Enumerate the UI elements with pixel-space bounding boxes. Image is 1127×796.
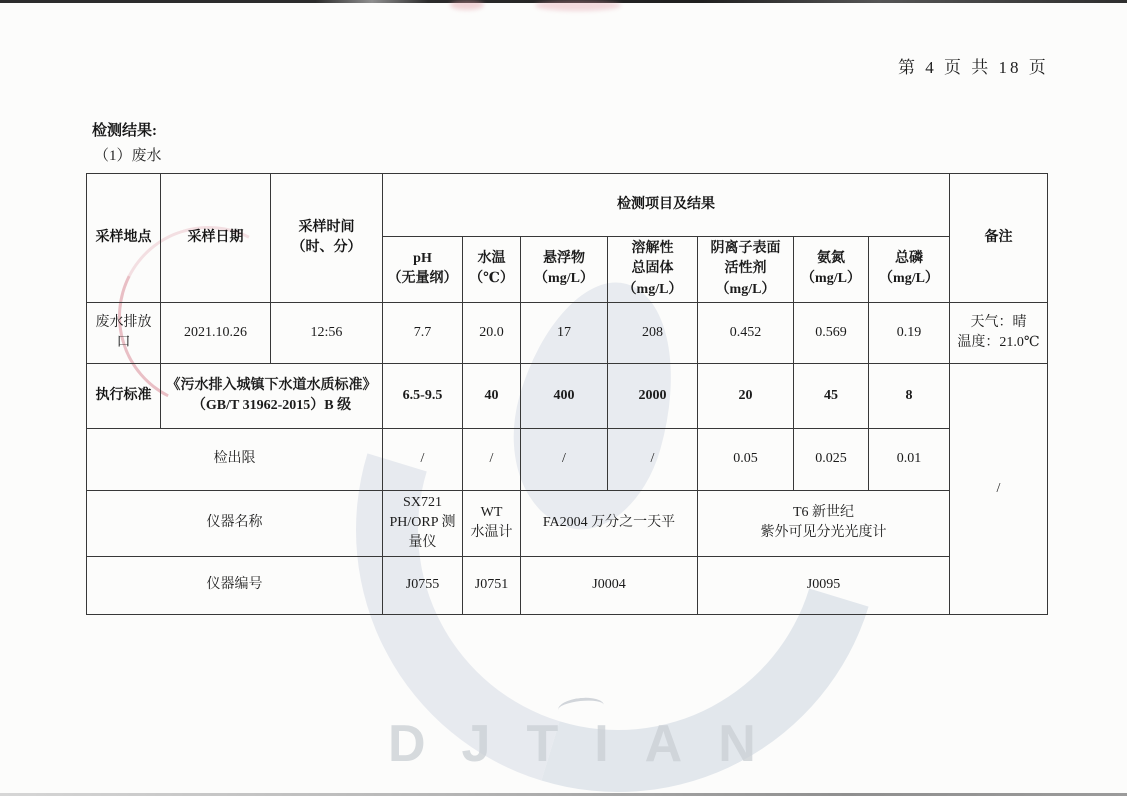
cell-sample-date <box>161 302 271 363</box>
cell-dl-total-phosphorus <box>869 428 950 490</box>
cell-text: 2021.10.26 <box>184 324 247 340</box>
cell-text: 0.19 <box>896 324 922 340</box>
param-line: 阴离子表面 <box>710 241 781 256</box>
cell-dl-anionic-surfactant <box>698 428 794 490</box>
instrument-number-row <box>87 556 1048 614</box>
cell-text: 0.569 <box>815 324 847 340</box>
cell-dl-water-temp <box>463 428 521 490</box>
cell-dissolved-solids-value <box>608 302 698 363</box>
header-cell-remark <box>950 174 1048 303</box>
cell-dl-dissolved-solids <box>608 428 698 490</box>
results-table <box>86 173 1048 615</box>
cell-text: 7.7 <box>413 324 432 340</box>
cell-text: / <box>562 451 566 467</box>
cell-weather-remark <box>950 302 1048 363</box>
cell-text: 208 <box>642 324 663 340</box>
header-label: （时、分） <box>291 239 362 255</box>
cell-ph-value <box>383 302 463 363</box>
instrument-line: 量仪 <box>408 535 437 551</box>
cell-instrument-name-label <box>87 490 383 556</box>
header-cell-suspended-solids <box>521 237 608 303</box>
cell-text: 20 <box>738 387 753 403</box>
header-label: 采样时间 <box>298 219 355 235</box>
header-cell-anionic-surfactant <box>698 237 794 303</box>
param-line: （℃） <box>469 271 514 287</box>
cell-text: J0755 <box>405 577 440 593</box>
remark-line: 天气：晴 <box>970 314 1027 330</box>
cell-instrument-no-spectro <box>698 556 950 614</box>
header-cell-date <box>161 174 271 303</box>
header-cell-location <box>87 174 161 303</box>
cell-text: 执行标准 <box>95 387 152 403</box>
param-line: 氨氮 <box>817 251 845 267</box>
param-line: （无量纲） <box>387 271 458 287</box>
cell-standard-water-temp <box>463 363 521 428</box>
header-label: 采样地点 <box>95 229 152 245</box>
cell-dl-ph <box>383 428 463 490</box>
cell-standard-total-phosphorus <box>869 363 950 428</box>
instrument-line: 水温计 <box>470 525 513 541</box>
cell-standard-label <box>87 363 161 428</box>
header-label: 检测项目及结果 <box>617 196 715 212</box>
header-label: 采样日期 <box>187 229 244 245</box>
cell-total-phosphorus-value <box>869 302 950 363</box>
scan-smudge <box>450 0 484 10</box>
instrument-line: T6 新世纪 <box>792 505 855 521</box>
param-line: 活性剂 <box>724 261 767 277</box>
param-line: （mg/L） <box>622 281 683 297</box>
cell-instrument-spectrophotometer <box>698 490 950 556</box>
param-line: 悬浮物 <box>543 251 585 267</box>
scan-smudge <box>535 0 621 11</box>
cell-text: / <box>489 451 494 467</box>
instrument-line: SX721 <box>403 494 442 510</box>
cell-text: 仪器名称 <box>206 515 263 531</box>
cell-remark-merged <box>950 363 1048 614</box>
cell-suspended-solids-value <box>521 302 608 363</box>
header-cell-ph <box>383 237 463 303</box>
section-title: 检测结果: <box>92 123 157 139</box>
cell-instrument-balance <box>521 490 698 556</box>
param-line: 水温 <box>477 251 506 267</box>
watermark-text: DJTIAN <box>388 715 792 773</box>
instrument-name-row <box>87 490 1048 556</box>
detection-limit-row <box>87 428 1048 490</box>
instrument-line: 紫外可见分光光度计 <box>760 525 887 541</box>
cell-text: J0095 <box>806 577 841 593</box>
standard-name-line: 《污水排入城镇下水道水质标准》 <box>166 377 377 393</box>
cell-dl-suspended-solids <box>521 428 608 490</box>
table-header-row-1 <box>87 174 1048 237</box>
instrument-line: WT <box>480 505 503 521</box>
header-cell-group <box>383 174 950 237</box>
cell-instrument-no-ph <box>383 556 463 614</box>
cell-text: 45 <box>824 387 838 403</box>
cell-text: 8 <box>905 387 913 403</box>
param-line: 总磷 <box>895 251 923 267</box>
cell-standard-anionic-surfactant <box>698 363 794 428</box>
cell-instrument-ph-meter <box>383 490 463 556</box>
cell-text: 2000 <box>638 387 667 403</box>
instrument-line: PH/ORP 测 <box>389 515 456 531</box>
page-number: 第 4 页 共 18 页 <box>898 58 1049 77</box>
cell-dl-ammonia-nitrogen <box>794 428 869 490</box>
cell-water-temp-value <box>463 302 521 363</box>
header-cell-time <box>271 174 383 303</box>
subsection-title: （1）废水 <box>94 148 162 164</box>
cell-text: 0.025 <box>815 451 847 467</box>
cell-instrument-thermometer <box>463 490 521 556</box>
cell-anionic-surfactant-value <box>698 302 794 363</box>
param-line: （mg/L） <box>534 271 594 287</box>
cell-text: 仪器编号 <box>206 577 263 593</box>
cell-standard-ph <box>383 363 463 428</box>
cell-standard-dissolved-solids <box>608 363 698 428</box>
cell-text: 20.0 <box>479 324 504 340</box>
cell-standard-suspended-solids <box>521 363 608 428</box>
header-cell-dissolved-solids <box>608 237 698 303</box>
cell-detection-limit-label <box>87 428 383 490</box>
param-line: （mg/L） <box>879 271 939 287</box>
cell-sample-time <box>271 302 383 363</box>
cell-text: 17 <box>557 324 571 340</box>
cell-ammonia-nitrogen-value <box>794 302 869 363</box>
cell-text: / <box>650 451 655 467</box>
cell-text: J0751 <box>474 577 509 593</box>
param-line: （mg/L） <box>801 271 861 287</box>
param-line: （mg/L） <box>715 281 776 297</box>
cell-standard-ammonia-nitrogen <box>794 363 869 428</box>
cell-text: 12:56 <box>310 324 343 340</box>
cell-instrument-no-label <box>87 556 383 614</box>
header-cell-ammonia-nitrogen <box>794 237 869 303</box>
cell-text: 6.5-9.5 <box>402 387 443 403</box>
header-cell-total-phosphorus <box>869 237 950 303</box>
cell-text: / <box>420 451 425 467</box>
cell-text: J0004 <box>592 577 626 593</box>
header-cell-water-temp <box>463 237 521 303</box>
sample-result-row <box>87 302 1048 363</box>
header-label: 备注 <box>984 229 1013 245</box>
cell-instrument-no-balance <box>521 556 698 614</box>
cell-text: 废水排放口 <box>95 314 152 350</box>
param-line: pH <box>413 251 432 267</box>
cell-text: / <box>996 480 1001 496</box>
param-line: 溶解性 <box>631 241 674 256</box>
cell-text: 检出限 <box>213 451 256 467</box>
cell-text: 400 <box>553 387 575 403</box>
cell-text: 0.05 <box>733 451 758 467</box>
cell-text: FA2004 万分之一天平 <box>542 515 676 531</box>
remark-line: 温度：21.0℃ <box>957 334 1040 350</box>
cell-sample-location <box>87 302 161 363</box>
standard-name-line: （GB/T 31962-2015）B 级 <box>191 397 352 413</box>
cell-text: 0.01 <box>896 451 922 467</box>
standard-row <box>87 363 1048 428</box>
param-line: 总固体 <box>631 261 674 277</box>
cell-text: 0.452 <box>729 324 762 340</box>
cell-text: 40 <box>484 387 499 403</box>
cell-instrument-no-temp <box>463 556 521 614</box>
cell-standard-name <box>161 363 383 428</box>
